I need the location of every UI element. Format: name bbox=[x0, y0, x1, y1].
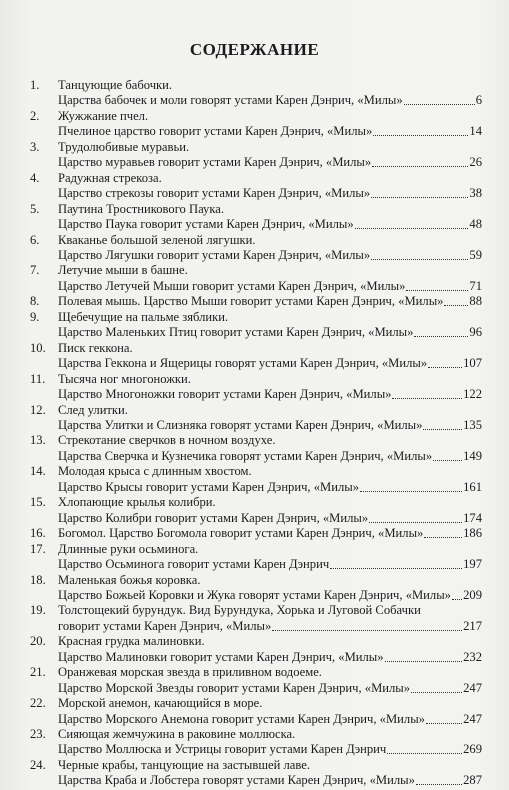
toc-entry-reference bbox=[30, 742, 482, 757]
dot-leader bbox=[428, 356, 462, 368]
toc-page-number: 59 bbox=[469, 247, 482, 262]
dot-leader bbox=[414, 325, 468, 337]
toc-entry-reference bbox=[30, 93, 482, 108]
toc-entry-title: Тысяча ног многоножки. bbox=[58, 371, 191, 386]
toc-entry-number: 23. bbox=[30, 727, 46, 742]
toc-entry-attribution: Царство Маленьких Птиц говорит устами Карен Дэнрич, «Милы» bbox=[58, 325, 414, 340]
toc-entry bbox=[30, 495, 482, 526]
dot-leader bbox=[272, 619, 462, 631]
toc-page-number: 174 bbox=[463, 510, 482, 525]
toc-entry-number: 13. bbox=[30, 433, 46, 448]
toc-entry-attribution: Царство Летучей Мыши говорит устами Карен Дэнрич, «Милы» bbox=[58, 278, 406, 293]
toc-entry-title: Писк геккона. bbox=[58, 340, 133, 355]
toc-entry-title: Стрекотание сверчков в ночном воздухе. bbox=[58, 433, 276, 448]
toc-page-number: 247 bbox=[463, 680, 482, 695]
toc-entry-title: Толстощекий бурундук. Вид Бурундука, Хорька и Луговой Собачки bbox=[58, 603, 421, 618]
toc-entry-attribution: Царство Крысы говорит устами Карен Дэнрич, «Милы» bbox=[58, 479, 360, 494]
toc-page-number: 135 bbox=[463, 417, 482, 432]
toc-entry-heading bbox=[30, 341, 482, 356]
toc-entry-reference bbox=[30, 356, 482, 371]
toc-entry-title: След улитки. bbox=[58, 402, 128, 417]
toc-entry-number: 10. bbox=[30, 340, 46, 355]
toc-entry-title: Оранжевая морская звезда в приливном водоеме. bbox=[58, 665, 322, 680]
toc-entry-reference bbox=[30, 681, 482, 696]
toc-entry-heading bbox=[30, 263, 482, 278]
toc-entry-reference bbox=[30, 155, 482, 170]
toc-entry-reference bbox=[30, 588, 482, 603]
toc-page-number: 232 bbox=[463, 649, 482, 664]
toc-page-number: 186 bbox=[463, 526, 482, 541]
table-of-contents bbox=[30, 78, 482, 789]
dot-leader bbox=[452, 588, 462, 600]
toc-entry-title: Хлопающие крылья колибри. bbox=[58, 495, 216, 510]
toc-page-number: 14 bbox=[469, 124, 482, 139]
toc-entry-attribution: Царство Малиновки говорит устами Карен Дэнрич, «Милы» bbox=[58, 649, 384, 664]
dot-leader bbox=[360, 480, 462, 492]
toc-entry bbox=[30, 403, 482, 434]
toc-entry-heading bbox=[30, 109, 482, 124]
toc-entry-title: Сияющая жемчужина в раковине моллюска. bbox=[58, 727, 296, 742]
dot-leader bbox=[373, 124, 468, 136]
toc-entry-number: 18. bbox=[30, 572, 46, 587]
toc-entry-heading bbox=[30, 573, 482, 588]
toc-entry bbox=[30, 727, 482, 758]
dot-leader bbox=[411, 681, 462, 693]
toc-page-number: 269 bbox=[463, 742, 482, 757]
toc-entry-number: 5. bbox=[30, 201, 40, 216]
toc-entry-reference bbox=[30, 248, 482, 263]
toc-entry-number: 17. bbox=[30, 541, 46, 556]
toc-entry-number: 9. bbox=[30, 309, 40, 324]
toc-entry-heading bbox=[30, 603, 482, 618]
dot-leader bbox=[355, 217, 469, 229]
toc-entry bbox=[30, 526, 482, 541]
toc-entry-number: 1. bbox=[30, 78, 40, 92]
toc-entry-title: Длинные руки осьминога. bbox=[58, 541, 199, 556]
dot-leader bbox=[433, 449, 462, 461]
toc-entry-title: Жужжание пчел. bbox=[58, 108, 149, 123]
toc-entry-heading bbox=[30, 171, 482, 186]
dot-leader bbox=[371, 248, 468, 260]
toc-entry-attribution: Царство Многоножки говорит устами Карен Дэнрич, «Милы» bbox=[58, 387, 392, 402]
toc-entry-reference bbox=[30, 557, 482, 572]
toc-page-number: 287 bbox=[463, 773, 482, 788]
toc-entry bbox=[30, 78, 482, 109]
dot-leader bbox=[444, 294, 468, 306]
toc-entry bbox=[30, 202, 482, 233]
toc-entry bbox=[30, 372, 482, 403]
toc-entry-attribution: Царство Морского Анемона говорит устами Карен Дэнрич, «Милы» bbox=[58, 711, 425, 726]
toc-entry-heading bbox=[30, 233, 482, 248]
toc-entry-heading bbox=[30, 464, 482, 479]
toc-entry-number: 24. bbox=[30, 757, 46, 772]
toc-entry-reference bbox=[30, 279, 482, 294]
toc-entry-heading bbox=[30, 310, 482, 325]
toc-page-number: 96 bbox=[469, 325, 482, 340]
toc-entry-reference bbox=[30, 124, 482, 139]
toc-entry-attribution: Пчелиное царство говорит устами Карен Дэнрич, «Милы» bbox=[58, 124, 373, 139]
toc-page-number: 209 bbox=[463, 587, 482, 602]
toc-entry-number: 22. bbox=[30, 696, 46, 711]
toc-entry bbox=[30, 294, 482, 309]
toc-entry-heading bbox=[30, 542, 482, 557]
dot-leader bbox=[385, 650, 463, 662]
toc-entry-attribution: Царство Моллюска и Устрицы говорит устами Карен Дэнрич bbox=[58, 742, 387, 757]
toc-entry-reference bbox=[30, 712, 482, 727]
toc-entry-number: 2. bbox=[30, 108, 40, 123]
toc-page-number: 217 bbox=[463, 618, 482, 633]
dot-leader bbox=[424, 526, 462, 538]
toc-entry-heading bbox=[30, 202, 482, 217]
toc-entry-number: 12. bbox=[30, 402, 46, 417]
toc-entry-heading bbox=[30, 665, 482, 680]
toc-entry bbox=[30, 109, 482, 140]
toc-entry-reference bbox=[30, 526, 482, 541]
toc-entry-heading bbox=[30, 372, 482, 387]
toc-page-number: 197 bbox=[463, 557, 482, 572]
dot-leader bbox=[406, 279, 468, 291]
toc-page-number: 26 bbox=[469, 155, 482, 170]
toc-entry-number: 21. bbox=[30, 665, 46, 680]
toc-entry bbox=[30, 665, 482, 696]
toc-entry-attribution: Царство Паука говорит устами Карен Дэнрич, «Милы» bbox=[58, 217, 354, 232]
toc-entry-heading bbox=[30, 403, 482, 418]
toc-entry-title: Молодая крыса с длинным хвостом. bbox=[58, 464, 252, 479]
toc-entry-number: 14. bbox=[30, 464, 46, 479]
toc-page-number: 247 bbox=[463, 711, 482, 726]
toc-entry-reference bbox=[30, 294, 482, 309]
toc-entry bbox=[30, 573, 482, 604]
toc-entry-heading bbox=[30, 634, 482, 649]
toc-page-number: 122 bbox=[463, 387, 482, 402]
toc-entry-attribution: Царство Осьминога говорит устами Карен Дэнрич bbox=[58, 557, 330, 572]
dot-leader bbox=[423, 418, 462, 430]
toc-entry-title: Черные крабы, танцующие на застывшей лаве. bbox=[58, 757, 310, 772]
toc-entry-reference bbox=[30, 186, 482, 201]
toc-entry-attribution: Царство стрекозы говорит устами Карен Дэнрич, «Милы» bbox=[58, 186, 371, 201]
toc-entry-title: Радужная стрекоза. bbox=[58, 170, 162, 185]
toc-page-number: 149 bbox=[463, 448, 482, 463]
toc-entry-number: 20. bbox=[30, 634, 46, 649]
toc-entry bbox=[30, 233, 482, 264]
toc-entry-heading bbox=[30, 433, 482, 448]
toc-entry-attribution: Богомол. Царство Богомола говорит устами Карен Дэнрич, «Милы» bbox=[58, 526, 424, 541]
dot-leader bbox=[371, 186, 468, 198]
toc-entry-attribution: Царства Геккона и Ящерицы говорят устами Карен Дэнрич, «Милы» bbox=[58, 356, 428, 371]
toc-entry-number: 16. bbox=[30, 526, 46, 541]
toc-entry-attribution: Царство муравьев говорит устами Карен Дэнрич, «Милы» bbox=[58, 155, 372, 170]
toc-entry bbox=[30, 542, 482, 573]
toc-page-number: 88 bbox=[469, 294, 482, 309]
toc-entry-reference bbox=[30, 217, 482, 232]
toc-entry bbox=[30, 603, 482, 634]
toc-entry-attribution: Царство Морской Звезды говорит устами Карен Дэнрич, «Милы» bbox=[58, 680, 411, 695]
toc-entry bbox=[30, 310, 482, 341]
toc-entry-number: 4. bbox=[30, 170, 40, 185]
dot-leader bbox=[387, 742, 462, 754]
toc-entry-reference bbox=[30, 480, 482, 495]
toc-entry-reference bbox=[30, 511, 482, 526]
toc-entry bbox=[30, 433, 482, 464]
toc-entry-number: 19. bbox=[30, 603, 46, 618]
dot-leader bbox=[426, 712, 462, 724]
toc-entry-title: Красная грудка малиновки. bbox=[58, 634, 205, 649]
toc-entry-number: 6. bbox=[30, 232, 40, 247]
toc-entry bbox=[30, 696, 482, 727]
toc-entry-reference bbox=[30, 418, 482, 433]
toc-entry-heading bbox=[30, 78, 482, 93]
toc-entry-attribution: Царства Улитки и Слизняка говорят устами Карен Дэнрич, «Милы» bbox=[58, 417, 423, 432]
toc-entry-reference bbox=[30, 325, 482, 340]
toc-entry-title: Паутина Тростникового Паука. bbox=[58, 201, 224, 216]
toc-entry-title: Летучие мыши в башне. bbox=[58, 263, 188, 278]
toc-entry-heading bbox=[30, 696, 482, 711]
toc-entry-reference bbox=[30, 619, 482, 634]
toc-entry-reference bbox=[30, 387, 482, 402]
toc-page-number: 38 bbox=[469, 186, 482, 201]
toc-entry bbox=[30, 140, 482, 171]
toc-entry-attribution: Царства Краба и Лобстера говорят устами Карен Дэнрич, «Милы» bbox=[58, 773, 415, 788]
toc-entry-number: 3. bbox=[30, 139, 40, 154]
toc-entry-attribution: Царства бабочек и моли говорят устами Карен Дэнрич, «Милы» bbox=[58, 93, 403, 108]
toc-entry-reference bbox=[30, 650, 482, 665]
toc-entry-number: 15. bbox=[30, 495, 46, 510]
toc-entry-number: 7. bbox=[30, 263, 40, 278]
dot-leader bbox=[372, 155, 468, 167]
toc-entry-attribution: говорит устами Карен Дэнрич, «Милы» bbox=[58, 618, 272, 633]
toc-entry-title: Танцующие бабочки. bbox=[58, 78, 173, 92]
toc-entry bbox=[30, 464, 482, 495]
toc-entry-reference bbox=[30, 449, 482, 464]
toc-entry-heading bbox=[30, 727, 482, 742]
toc-entry-heading bbox=[30, 758, 482, 773]
toc-page-number: 161 bbox=[463, 479, 482, 494]
toc-entry-heading bbox=[30, 140, 482, 155]
toc-entry bbox=[30, 634, 482, 665]
dot-leader bbox=[416, 773, 462, 785]
toc-entry-reference bbox=[30, 773, 482, 788]
toc-entry-attribution: Царство Божьей Коровки и Жука говорят устами Карен Дэнрич, «Милы» bbox=[58, 587, 451, 602]
toc-entry-title: Щебечущие на пальме зяблики. bbox=[58, 309, 229, 324]
toc-entry-number: 11. bbox=[30, 371, 46, 386]
toc-entry-heading bbox=[30, 495, 482, 510]
toc-entry-title: Маленькая божья коровка. bbox=[58, 572, 201, 587]
dot-leader bbox=[369, 511, 462, 523]
toc-entry bbox=[30, 263, 482, 294]
toc-page-number: 107 bbox=[463, 356, 482, 371]
toc-entry-attribution: Царство Лягушки говорит устами Карен Дэнрич, «Милы» bbox=[58, 247, 371, 262]
dot-leader bbox=[330, 557, 462, 569]
dot-leader bbox=[392, 387, 462, 399]
toc-entry-attribution: Царство Колибри говорит устами Карен Дэнрич, «Милы» bbox=[58, 510, 369, 525]
toc-entry-title: Морской анемон, качающийся в море. bbox=[58, 696, 263, 711]
page-title: СОДЕРЖАНИЕ bbox=[189, 40, 320, 59]
toc-page-number: 48 bbox=[469, 217, 482, 232]
toc-page-number: 6 bbox=[475, 93, 482, 108]
toc-entry-attribution: Царства Сверчка и Кузнечика говорят устами Карен Дэнрич, «Милы» bbox=[58, 448, 433, 463]
toc-entry-title: Трудолюбивые муравьи. bbox=[58, 139, 190, 154]
dot-leader bbox=[404, 93, 475, 105]
toc-entry-number: 8. bbox=[30, 294, 40, 309]
toc-entry bbox=[30, 758, 482, 789]
toc-page-number: 71 bbox=[469, 278, 482, 293]
toc-entry-title: Кваканье большой зеленой лягушки. bbox=[58, 232, 256, 247]
toc-entry bbox=[30, 341, 482, 372]
toc-entry-attribution: Полевая мышь. Царство Мыши говорит устами Карен Дэнрич, «Милы» bbox=[58, 294, 444, 309]
toc-entry bbox=[30, 171, 482, 202]
